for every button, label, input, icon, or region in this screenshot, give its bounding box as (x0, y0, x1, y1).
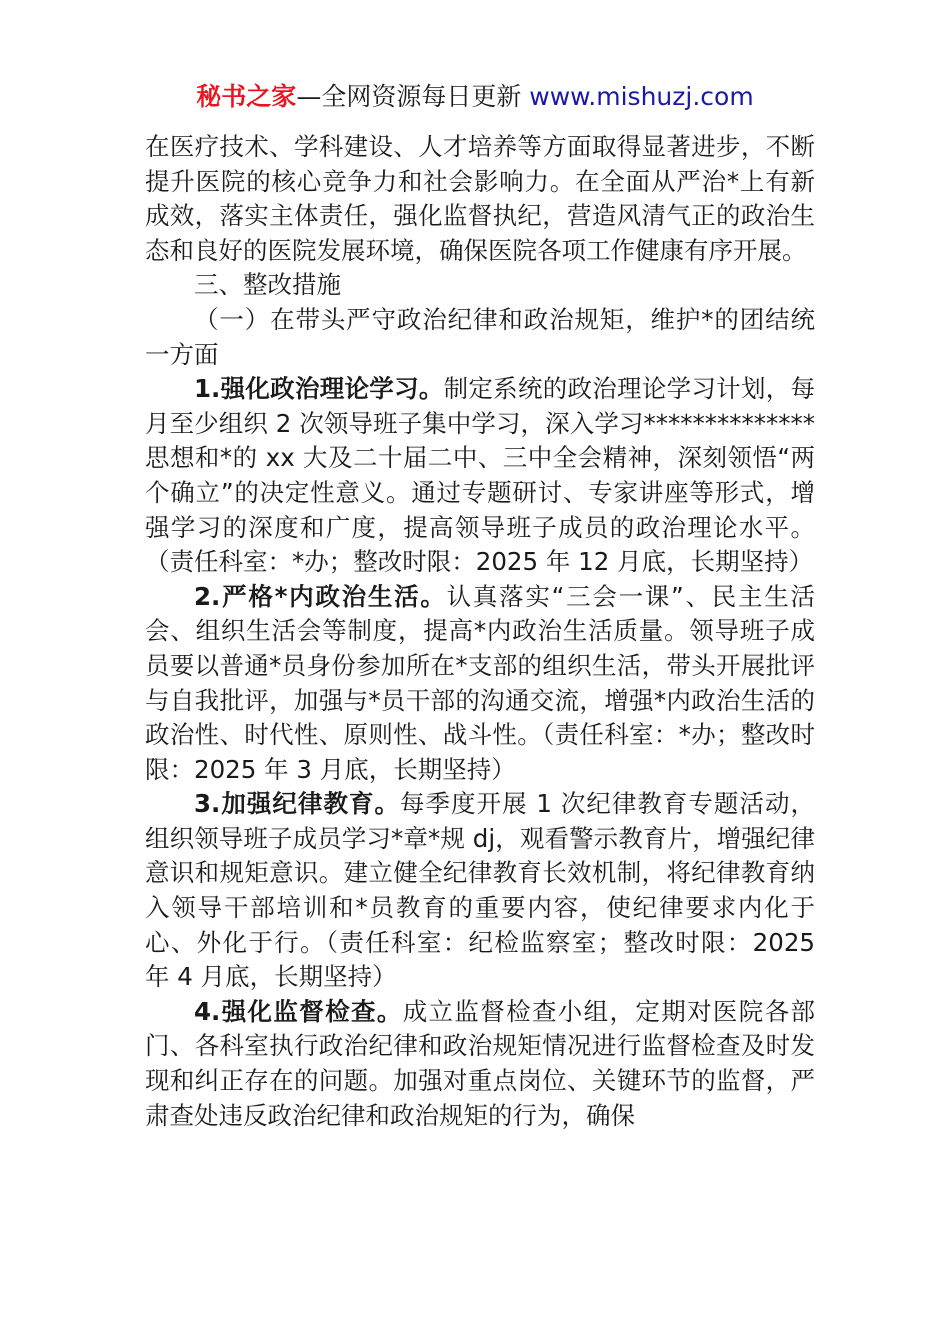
paragraph-intro: 在医疗技术、学科建设、人才培养等方面取得显著进步，不断提升医院的核心竞争力和社会影响力。在全面从严治*上有新成效，落实主体责任，强化监督执纪，营造风清气正的政治生态和良好的医院发展环境，确保医院各项工作健康有序开展。 (145, 132, 815, 265)
section-heading: 三、整改措施 (194, 270, 341, 300)
list-item (145, 787, 815, 995)
list-item (145, 372, 815, 580)
item-title: 2.严格*内政治生活。 (194, 581, 447, 611)
item-body: 每季度开展 1 次纪律教育专题活动，组织领导班子成员学习*章*规 dj，观看警示教育片，增强纪律意识和规矩意识。建立健全纪律教育长效机制，将纪律教育纳入领导干部培训和*员教育的重要内容，使纪律要求内化于心、外化于行。（责任科室：纪检监察室；整改时限：2025 年 4 月底，长期坚持） (145, 789, 815, 992)
document-body (145, 130, 815, 1133)
item-title: 3.加强纪律教育。 (194, 789, 401, 819)
header-slogan: 全网资源每日更新 (321, 82, 530, 111)
item-body: 认真落实“三会一课”、民主生活会、组织生活会等制度，提高*内政治生活质量。领导班子成员要以普通*员身份参加所在*支部的组织生活，带头开展批评与自我批评，加强与*员干部的沟通交流，增强*内政治生活的政治性、时代性、原则性、战斗性。（责任科室：*办；整改时限：2025 年 3 月底，长期坚持） (145, 581, 815, 784)
site-url: www.mishuzj.com (529, 82, 754, 111)
site-header (0, 80, 950, 114)
brand-name: 秘书之家 (196, 82, 297, 111)
item-body: 制定系统的政治理论学习计划，每月至少组织 2 次领导班子集中学习，深入学习**************思想和*的 xx 大及二十届二中、三中全会精神，深刻领悟“两个确立”的决定性意义。通过专题研讨、专家讲座等形式，增强学习的深度和广度，提高领导班子成员的政治理论水平。（责任科室：*办；整改时限：2025 年 12 月底，长期坚持） (145, 374, 815, 577)
list-item (145, 580, 815, 788)
item-title: 1.强化政治理论学习。 (194, 374, 444, 404)
list-item (145, 995, 815, 1133)
subsection-heading: （一）在带头严守政治纪律和政治规矩，维护*的团结统一方面 (145, 304, 815, 369)
header-dash: — (296, 82, 322, 111)
item-body: 成立监督检查小组，定期对医院各部门、各科室执行政治纪律和政治规矩情况进行监督检查及时发现和纠正存在的问题。加强对重点岗位、关键环节的监督，严肃查处违反政治纪律和政治规矩的行为，确保 (145, 996, 815, 1130)
item-title: 4.强化监督检查。 (194, 996, 403, 1026)
